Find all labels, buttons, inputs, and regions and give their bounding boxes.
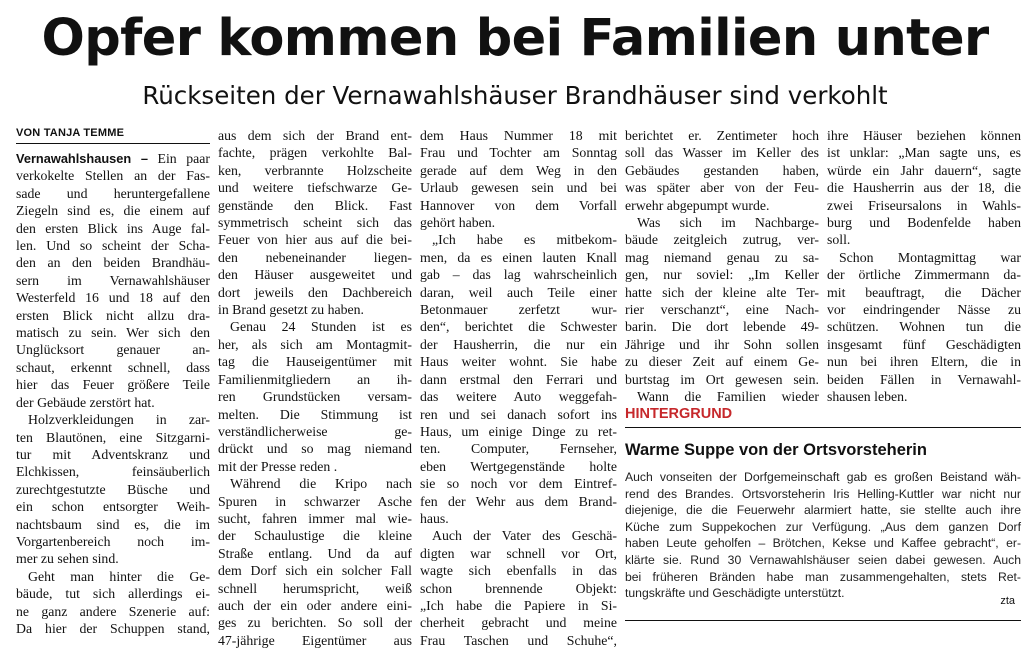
box-text-line: rend des Brandes. Ortsvorsteherin Iris Helling-Kuttler war nicht nur [625, 486, 1021, 501]
text-line: drückt und so mag niemand [218, 441, 412, 457]
author-signature: zta [1000, 595, 1015, 608]
article-column-1 [16, 126, 210, 637]
text-line: ten Blautönen, eine Sitzgarni- [16, 429, 210, 445]
text-line: zurechtgestutzte Büsche und [16, 481, 210, 497]
column-lines [827, 127, 1021, 406]
text-line: sie so noch vor dem Eintref- [420, 476, 617, 492]
text-line: hier das Feuer größere Teile [16, 377, 210, 393]
text-line: verständlicherweise ge- [218, 423, 412, 439]
text-line: was später aber von der Feu- [625, 180, 819, 196]
text-line: nun bei ihren Eltern, die in [827, 354, 1021, 370]
headline: Opfer kommen bei Familien unter [41, 9, 989, 68]
text-line: den nebeneinander liegen- [218, 249, 412, 265]
text-line: ken, verbrannte Holzscheite [218, 162, 412, 178]
text-line: der Schaulustige die kleine [218, 528, 412, 544]
text-line: Während die Kripo nach [230, 476, 412, 492]
text-line: Frau und Tochter am Sonntag [420, 145, 617, 161]
box-text-line: Küche zum Suppekochen zur Verfügung. „Aus dem ganzen Dorf [625, 519, 1021, 534]
box-text-line: tungskräfte und Geschädigte unterstützt. [625, 586, 845, 601]
box-text-line: diejenige, die die Feuerwehr alarmiert hatte, sie stellte auch ihre [625, 503, 1021, 518]
text-line: men, da es einen lauten Knall [420, 249, 617, 265]
text-line: auch der ein oder andere eini- [218, 597, 412, 613]
text-line: vor eindringender Nässe zu [827, 302, 1021, 318]
text-line: shausen leben. [827, 389, 908, 405]
text-line: ist unklar: „Man sagte uns, es [827, 145, 1021, 161]
text-line: soll. [827, 232, 851, 248]
text-line: Straße entlang. Und da auf [218, 545, 412, 561]
text-line: der Hausherrin, die nur ein [420, 336, 617, 352]
text-line: wagte sich ebenfalls in das [420, 563, 617, 579]
text-line: ersten Blick nicht allzu dra- [16, 307, 210, 323]
text-line-rest: Ein paar [148, 151, 210, 166]
text-line: Unglücksort genauer an- [16, 342, 210, 358]
text-line: ne ganz andere Szenerie auf: [16, 603, 210, 619]
text-line: genstände den Blick. Fast [218, 197, 412, 213]
text-line: der Gebäude zerstört hat. [16, 394, 155, 410]
column-lines [625, 127, 819, 406]
subheadline: Rückseiten der Vernawahlshäuser Brandhäuser sind verkohlt [142, 81, 888, 110]
text-line: tag die Hauseigentümer mit [218, 354, 412, 370]
article-column-2 [218, 127, 412, 649]
text-line: gab – das lag wahrscheinlich [420, 267, 617, 283]
text-line: len. Und so scheint der Scha- [16, 238, 210, 254]
text-line: schützen. Wohnen tun die [827, 319, 1021, 335]
text-line: haus. [420, 510, 449, 526]
text-line: Feuer von hier aus auf die bei- [218, 232, 412, 248]
text-line: in Brand gesetzt zu haben. [218, 302, 364, 318]
column-lines [218, 127, 412, 649]
box-body [625, 469, 1021, 602]
text-line: dort jeweils den Dachbereich [218, 284, 412, 300]
text-line: gen, nur soviel: „Im Keller [625, 267, 819, 283]
text-line: Vorgartenbereich noch im- [16, 533, 210, 549]
text-line: nachtsbaum sind es, die im [16, 516, 210, 532]
text-line: ihre Häuser beziehen können [827, 128, 1021, 143]
text-line: burtstag im Ort gewesen sein. [625, 371, 819, 387]
text-line: den“, berichtet die Schwester [420, 319, 617, 335]
text-line: dann erstmal den Ferrari und [420, 371, 617, 387]
text-line: das weitere Auto weggefah- [420, 389, 617, 405]
text-line: „Ich habe es mitbekom- [432, 232, 617, 248]
box-text-line: Auch vonseiten der Dorfgemeinschaft gab es großen Beistand wäh- [625, 470, 1021, 484]
text-line: ten. Computer, Fernseher, [420, 441, 617, 457]
text-line: verkokelte Stellen an der Fas- [16, 168, 210, 184]
dateline: Vernawahlshausen – [16, 151, 148, 166]
text-line: mer zu sehen sind. [16, 551, 119, 567]
text-line: schon brennende Objekt: [420, 580, 617, 596]
text-line: ren und sei danach sofort ins [420, 406, 617, 422]
column-lines [16, 150, 210, 637]
text-line: gehört haben. [420, 215, 496, 231]
text-line: sucht, fahren immer mal wie- [218, 510, 412, 526]
text-line: barin. Die dort lebende 49- [625, 319, 819, 335]
byline: VON TANJA TEMME [16, 126, 210, 144]
text-line: zu dieser Zeit auf einem Ge- [625, 354, 819, 370]
text-line: fachte, prägen verkohlte Bal- [218, 145, 412, 161]
text-line: her, als sich am Montagmit- [218, 336, 412, 352]
text-line: symmetrisch scheint sich das [218, 215, 412, 231]
text-line: fen der Wehr aus dem Brand- [420, 493, 617, 509]
text-line: eben Wertgegenstände holte [420, 458, 617, 474]
text-line: melten. Die Stimmung ist [218, 406, 412, 422]
article-column-5 [827, 127, 1021, 406]
text-line: tur mit Adventskranz und [16, 446, 210, 462]
text-line: insgesamt fünf Geschädigten [827, 336, 1021, 352]
text-line: cherheit gebracht und meine [420, 615, 617, 631]
text-line: Genau 24 Stunden ist es [230, 319, 412, 335]
text-line: hatte sich der kleine alte Ter- [625, 284, 819, 300]
text-line: ein schon entsorgter Weih- [16, 499, 210, 515]
text-line: bäude zeitgleich zutrug, ver- [625, 232, 819, 248]
text-line: digten war schnell vor Ort, [420, 545, 617, 561]
text-line: Haus weiter wohnt. Sie habe [420, 354, 617, 370]
text-line: Urlaub gewesen sein und bei [420, 180, 617, 196]
text-line: Gebäudes gestanden haben, [625, 162, 819, 178]
text-line: mit beauftragt, die Dächer [827, 284, 1021, 300]
text-line: berichtet er. Zentimeter hoch [625, 128, 819, 143]
text-line: die Hausherrin aus der 18, die [827, 180, 1021, 196]
text-line: schnell herumspricht, weiß [218, 580, 412, 596]
box-text-line: bei früheren Bränden habe man zusammengehalten, stets Ret- [625, 569, 1021, 584]
text-line: der örtliche Zimmermann da- [827, 267, 1021, 283]
text-line: sade und heruntergefallene [16, 185, 210, 201]
text-line: burg und Bodenfelde haben [827, 215, 1021, 231]
text-line: zwei Friseursalons in Wahls- [827, 197, 1021, 213]
box-kicker: HINTERGRUND [625, 403, 1021, 428]
text-line: Jährige und ihr Sohn sollen [625, 336, 819, 352]
text-line: 47-jährige Eigentümer aus [218, 632, 412, 648]
box-bottom-rule [625, 620, 1021, 621]
box-title: Warme Suppe von der Ortsvorsteherin [625, 441, 927, 459]
text-line: soll das Wasser im Keller des [625, 145, 819, 161]
text-line: Wann die Familien wieder [637, 389, 819, 405]
text-line: „Ich habe die Papiere in Si- [420, 597, 617, 613]
text-line [16, 150, 210, 167]
text-line: schaut, erkennt schnell, dass [16, 359, 210, 375]
text-line: Hannover von dem Vorfall [420, 197, 617, 213]
text-line: sern im Vernawahlshäuser [16, 272, 210, 288]
text-line: Holzverkleidungen in zar- [28, 412, 210, 428]
text-line: Geht man hinter die Ge- [28, 568, 210, 584]
text-line: erwehr abgepumpt wurde. [625, 197, 770, 213]
text-line: den an den beiden Brandhäu- [16, 255, 210, 271]
text-line: Elchkissen, feinsäuberlich [16, 464, 210, 480]
text-line: Frau Taschen und Schuhe“, [420, 632, 617, 648]
background-box [625, 403, 1021, 608]
text-line: mag niemand genau zu sa- [625, 249, 819, 265]
text-line: mit der Presse reden . [218, 458, 338, 474]
text-line: Was sich im Nachbarge- [637, 215, 819, 231]
text-line: ges zu berichten. So soll der [218, 615, 412, 631]
text-line: den Häuser ausgeweitet und [218, 267, 412, 283]
text-line: bäude, tut sich allerdings ei- [16, 586, 210, 602]
text-line: daran, weil auch Teile einer [420, 284, 617, 300]
text-line: aus dem sich der Brand ent- [218, 128, 412, 143]
column-lines [420, 127, 617, 649]
text-line: gerade auf dem Weg in den [420, 162, 617, 178]
text-line: dem Dorf sich ein solcher Fall [218, 563, 412, 579]
text-line: Betonmauer zerfetzt wur- [420, 302, 617, 318]
text-line: und weitere tiefschwarze Ge- [218, 180, 412, 196]
text-line: Ziegeln sind es, die einem auf [16, 203, 210, 219]
text-line: Auch der Vater des Geschä- [432, 528, 617, 544]
article-column-4 [625, 127, 819, 406]
text-line: den ersten Blick ins Auge fal- [16, 220, 210, 236]
box-text-line: haben Leute geholfen – Brötchen, Kekse und Kaffee gebracht“, er- [625, 536, 1021, 551]
text-line: Spuren in schwarzer Asche [218, 493, 412, 509]
text-line: Familienmitgliedern an ih- [218, 371, 412, 387]
text-line: ren Grundstücken versam- [218, 389, 412, 405]
text-line: Schon Montagmittag war [839, 249, 1021, 265]
text-line: rier verschanzt“, eine Nach- [625, 302, 819, 318]
text-line: dem Haus Nummer 18 mit [420, 128, 617, 143]
text-line: würde ein Jahr dauern“, sagte [827, 162, 1021, 178]
article-column-3 [420, 127, 617, 649]
text-line: matisch zu sein. Wer sich den [16, 325, 210, 341]
text-line: Westerfeld 16 und 18 auf den [16, 290, 210, 306]
text-line: Haus, um einige Dinge zu ret- [420, 423, 617, 439]
text-line: Da hier der Schuppen stand, [16, 620, 210, 636]
text-line: beiden Fällen in Vernawahl- [827, 371, 1021, 387]
box-text-line: klärte sie. Rund 30 Vernawahlshäuser seien dabei gewesen. Auch [625, 552, 1021, 567]
